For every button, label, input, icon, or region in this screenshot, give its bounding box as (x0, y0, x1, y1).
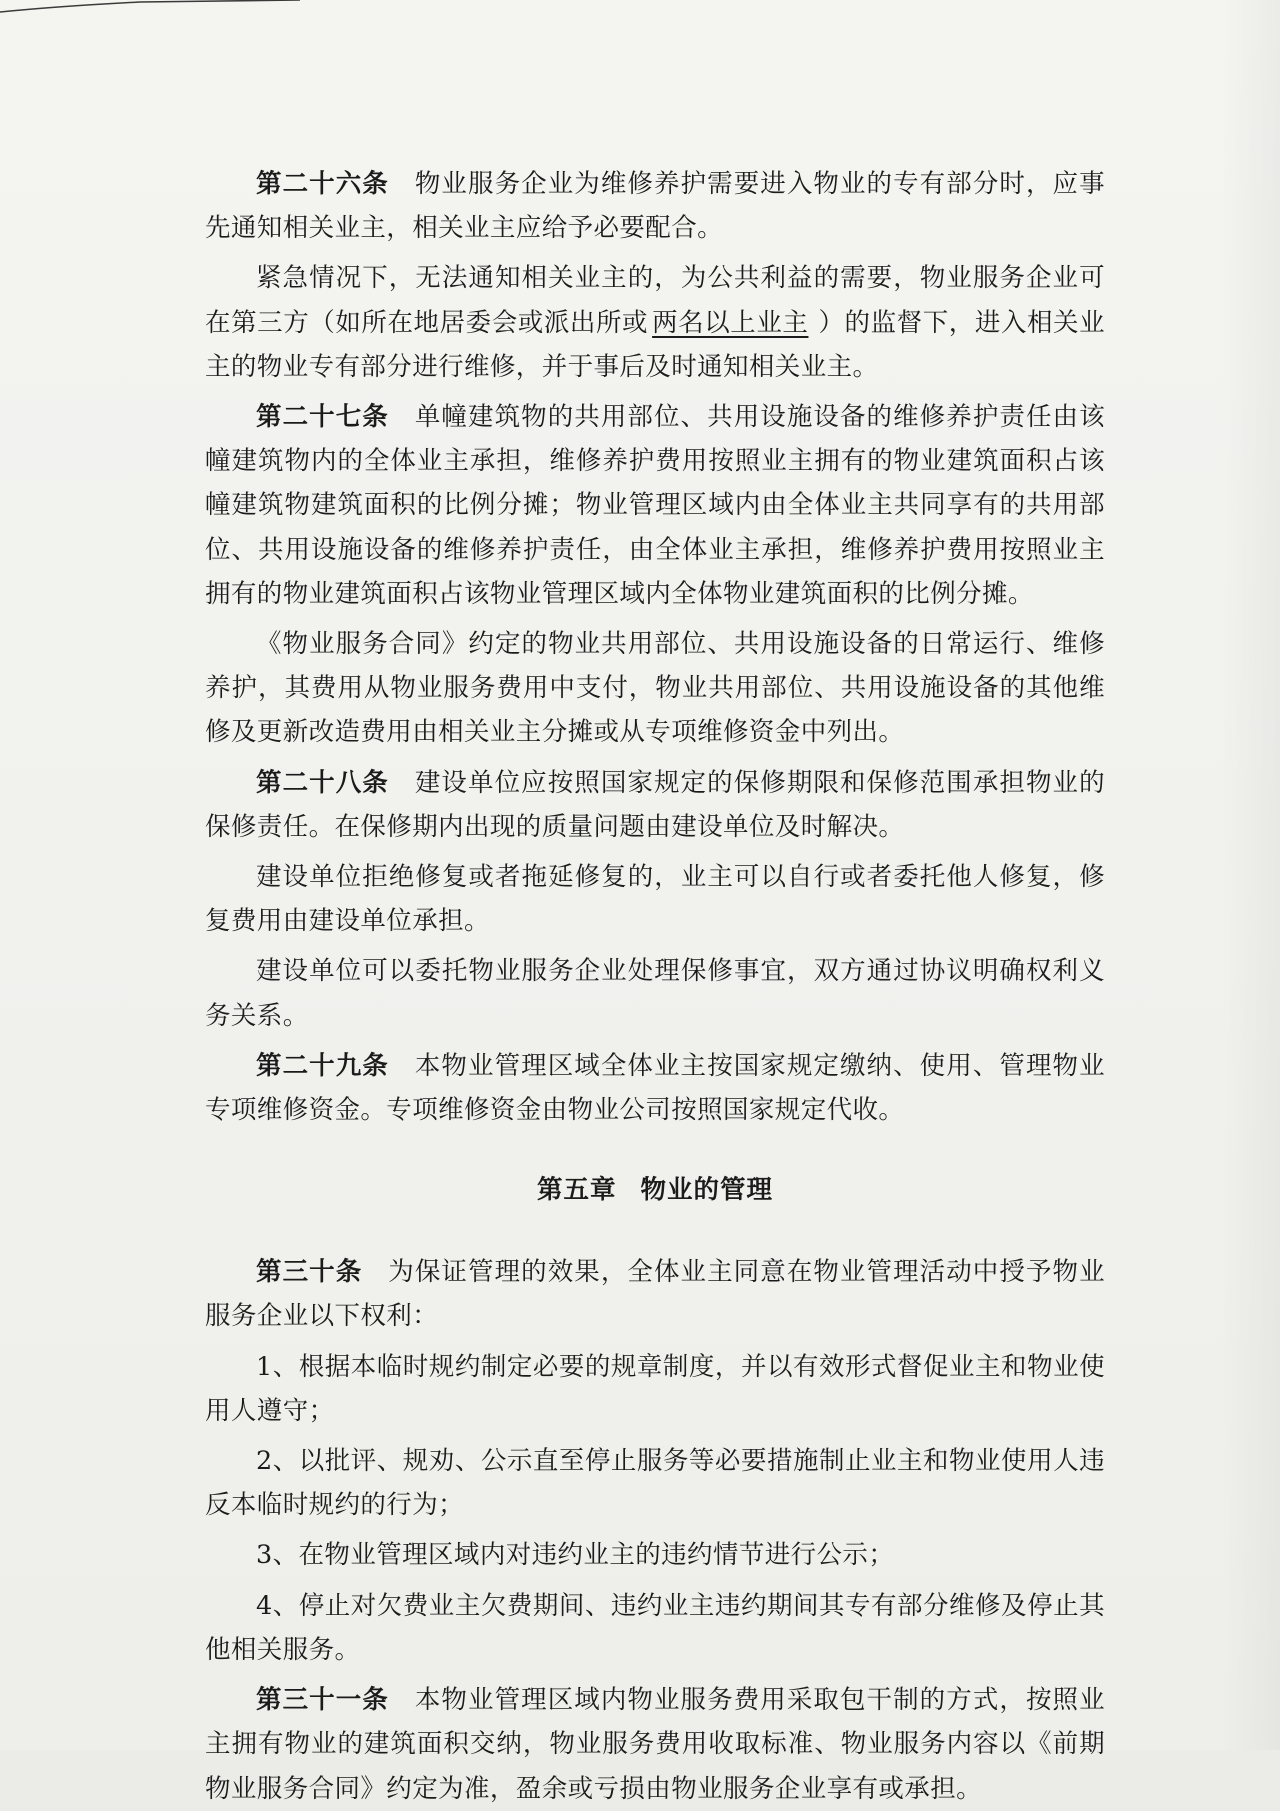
article-29 (205, 1044, 1105, 1132)
article-number: 第二十六条 (256, 169, 389, 199)
paragraph-text: 《物业服务合同》约定的物业共用部位、共用设施设备的日常运行、维修养护，其费用从物业服务费用中支付，物业共用部位、共用设施设备的其他维修及更新改造费用由相关业主分摊或从专项维修资金中列出。 (205, 629, 1105, 748)
document-body (205, 162, 1105, 1811)
paragraph-text: 建设单位拒绝修复或者拖延修复的，业主可以自行或者委托他人修复，修复费用由建设单位承担。 (205, 862, 1105, 937)
list-item-text: 1、根据本临时规约制定必要的规章制度，并以有效形式督促业主和物业使用人遵守； (205, 1351, 1105, 1426)
article-27 (205, 395, 1105, 616)
article-number: 第三十条 (256, 1257, 363, 1288)
article-text: 本物业管理区域全体业主按国家规定缴纳、使用、管理物业专项维修资金。专项维修资金由物业公司按照国家规定代收。 (205, 1050, 1105, 1126)
article-31 (205, 1678, 1105, 1811)
article-text: 本物业管理区域内物业服务费用采取包干制的方式，按照业主拥有物业的建筑面积交纳，物业服务费用收取标准、物业服务内容以《前期物业服务合同》约定为准，盈余或亏损由物业服务企业享有或承担。 (205, 1685, 1105, 1804)
scan-edge-mark (0, 0, 300, 14)
chapter-heading (205, 1168, 1105, 1212)
article-number: 第三十一条 (256, 1685, 389, 1716)
article-text: 单幢建筑物的共用部位、共用设施设备的维修养护责任由该幢建筑物内的全体业主承担，维修养护费用按照业主拥有的物业建筑面积占该幢建筑物建筑面积的比例分摊；物业管理区域内由全体业主共同享有的共用部位、共用设施设备的维修养护责任，由全体业主承担，维修养护费用按照业主拥有的物业建筑面积占该物业管理区域内全体物业建筑面积的比例分摊。 (205, 402, 1105, 609)
article-26-emergency (205, 256, 1105, 389)
article-number: 第二十七条 (256, 402, 389, 433)
page-edge-shadow (1220, 0, 1280, 1750)
list-item-text: 2、以批评、规劝、公示直至停止服务等必要措施制止业主和物业使用人违反本临时规约的行为； (205, 1446, 1105, 1521)
article-number: 第二十八条 (256, 767, 389, 798)
article-28-delegation (205, 949, 1105, 1037)
article-28 (205, 761, 1105, 849)
article-30 (205, 1250, 1105, 1338)
article-28-refusal (205, 855, 1105, 943)
article-27-contract (205, 622, 1105, 755)
list-item (205, 1439, 1105, 1527)
list-item-text: 3、在物业管理区域内对违约业主的违约情节进行公示； (256, 1540, 895, 1571)
paragraph-text: 紧急情况下，无法通知相关业主的，为公共利益的需要，物业服务企业可在第三方（如所在地居委会或派出所或 (205, 263, 1105, 338)
paragraph-text: 建设单位可以委托物业服务企业处理保修事宜，双方通过协议明确权利义务关系。 (205, 956, 1105, 1031)
list-item (205, 1345, 1105, 1433)
article-number: 第二十九条 (256, 1050, 389, 1081)
chapter-number: 第五章 (536, 1175, 617, 1206)
chapter-title: 物业的管理 (640, 1175, 774, 1206)
list-item (205, 1584, 1105, 1672)
paragraph-text: ）的监督下，进入相关业主的物业专有部分进行维修，并于事后及时通知相关业主。 (205, 307, 1105, 382)
article-26 (205, 162, 1105, 250)
filled-blank: 两名以上业主 (652, 307, 809, 338)
article-text: 建设单位应按照国家规定的保修期限和保修范围承担物业的保修责任。在保修期内出现的质量问题由建设单位及时解决。 (205, 767, 1105, 842)
list-item-text: 4、停止对欠费业主欠费期间、违约业主违约期间其专有部分维修及停止其他相关服务。 (205, 1590, 1105, 1665)
article-text: 为保证管理的效果，全体业主同意在物业管理活动中授予物业服务企业以下权利： (205, 1257, 1105, 1332)
article-text: 物业服务企业为维修养护需要进入物业的专有部分时，应事先通知相关业主，相关业主应给予必要配合。 (205, 169, 1105, 244)
list-item (205, 1533, 1105, 1577)
